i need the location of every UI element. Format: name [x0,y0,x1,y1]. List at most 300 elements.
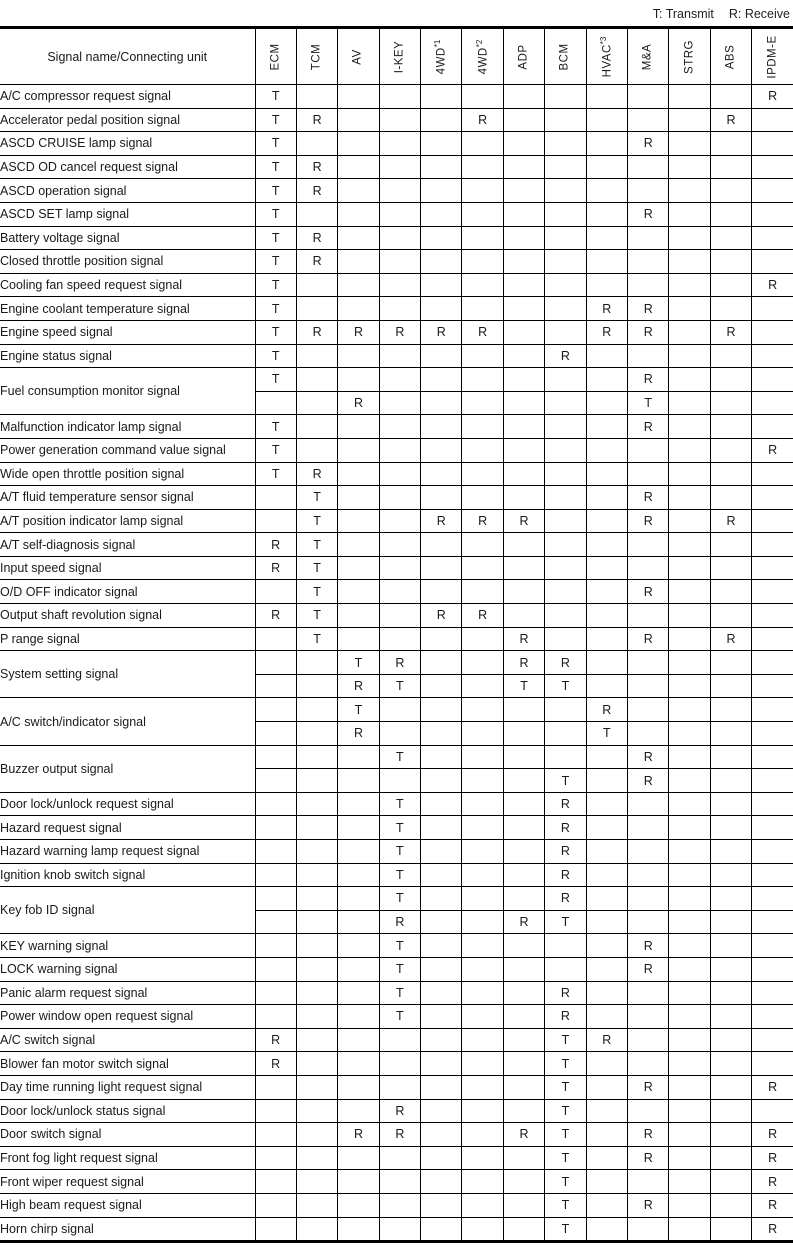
signal-name-cell: High beam request signal [0,1193,255,1217]
column-header-ecm [255,28,296,85]
signal-value-cell [710,179,751,203]
signal-value-cell [710,863,751,887]
signal-value-cell [503,415,544,439]
column-header-label: M&A [641,43,654,70]
signal-value-cell [379,85,420,109]
signal-value-cell [752,344,793,368]
table-row [0,580,793,604]
signal-name-cell: A/T self-diagnosis signal [0,533,255,557]
signal-value-cell [545,132,586,156]
signal-value-cell [379,462,420,486]
signal-value-cell [421,1052,462,1076]
signal-value-cell [586,792,627,816]
signal-value-cell [379,1217,420,1242]
signal-value-cell: R [462,108,503,132]
signal-value-cell [338,887,379,911]
signal-value-cell [669,1075,710,1099]
signal-value-cell [710,910,751,934]
table-row [0,1028,793,1052]
signal-value-cell: T [379,981,420,1005]
signal-value-cell: R [545,792,586,816]
signal-value-cell: R [752,273,793,297]
signal-value-cell [503,722,544,746]
signal-value-cell [379,391,420,415]
signal-value-cell: T [545,674,586,698]
signal-value-cell [628,179,669,203]
table-row [0,863,793,887]
signal-value-cell [710,1052,751,1076]
signal-value-cell [710,297,751,321]
signal-value-cell [710,1005,751,1029]
signal-value-cell: T [379,957,420,981]
signal-value-cell [338,1028,379,1052]
signal-value-cell [545,509,586,533]
signal-name-cell: Front fog light request signal [0,1146,255,1170]
signal-value-cell [586,1146,627,1170]
signal-value-cell: R [545,1005,586,1029]
signal-value-cell [752,651,793,675]
signal-value-cell: T [255,85,296,109]
signal-value-cell [752,957,793,981]
signal-value-cell: R [255,1028,296,1052]
signal-value-cell: R [296,250,337,274]
signal-value-cell [462,486,503,510]
signal-value-cell: T [338,651,379,675]
signal-value-cell [669,415,710,439]
signal-value-cell [255,674,296,698]
signal-value-cell [338,957,379,981]
signal-value-cell [586,391,627,415]
signal-value-cell: R [379,651,420,675]
signal-value-cell [503,1005,544,1029]
signal-value-cell [503,368,544,392]
signal-value-cell [462,745,503,769]
signal-value-cell [628,674,669,698]
signal-value-cell [628,1005,669,1029]
signal-value-cell [710,1146,751,1170]
signal-value-cell [462,580,503,604]
signal-name-cell: Battery voltage signal [0,226,255,250]
signal-value-cell [752,226,793,250]
signal-value-cell [296,1123,337,1147]
signal-value-cell: R [710,627,751,651]
signal-value-cell [752,486,793,510]
signal-value-cell [255,863,296,887]
signal-value-cell [421,486,462,510]
signal-value-cell [296,368,337,392]
signal-value-cell: T [379,840,420,864]
signal-value-cell [503,462,544,486]
signal-value-cell [586,226,627,250]
signal-value-cell [752,981,793,1005]
signal-value-cell [338,745,379,769]
signal-value-cell [503,438,544,462]
signal-value-cell [296,202,337,226]
signal-value-cell [545,580,586,604]
signal-value-cell [752,202,793,226]
signal-value-cell [255,580,296,604]
signal-value-cell [669,509,710,533]
signal-value-cell [752,132,793,156]
signal-value-cell [462,863,503,887]
signal-value-cell: R [296,155,337,179]
signal-value-cell [296,1170,337,1194]
signal-value-cell [752,887,793,911]
signal-value-cell [379,1193,420,1217]
signal-value-cell [462,250,503,274]
signal-name-cell: Blower fan motor switch signal [0,1052,255,1076]
signal-value-cell [545,556,586,580]
signal-value-cell [503,344,544,368]
signal-value-cell [255,981,296,1005]
signal-value-cell: T [545,1099,586,1123]
signal-name-cell: Wide open throttle position signal [0,462,255,486]
signal-value-cell [710,651,751,675]
signal-value-cell: R [628,202,669,226]
signal-value-cell [586,368,627,392]
signal-value-cell [669,934,710,958]
signal-value-cell [669,391,710,415]
signal-value-cell [669,297,710,321]
signal-value-cell: T [545,1052,586,1076]
signal-value-cell [462,674,503,698]
signal-value-cell: T [296,580,337,604]
signal-value-cell [462,391,503,415]
signal-value-cell [545,273,586,297]
signal-value-cell [338,344,379,368]
signal-value-cell: T [545,1193,586,1217]
signal-value-cell: R [462,604,503,628]
signal-value-cell [628,250,669,274]
signal-value-cell [710,202,751,226]
signal-value-cell [710,957,751,981]
signal-name-cell: O/D OFF indicator signal [0,580,255,604]
signal-value-cell [669,981,710,1005]
signal-value-cell [296,391,337,415]
signal-value-cell [338,792,379,816]
signal-value-cell [338,1099,379,1123]
signal-value-cell [710,722,751,746]
signal-value-cell [255,745,296,769]
signal-value-cell [586,132,627,156]
signal-value-cell: R [710,509,751,533]
signal-value-cell [710,745,751,769]
signal-value-cell [503,1146,544,1170]
signal-value-cell [710,415,751,439]
signal-value-cell: R [628,132,669,156]
table-row [0,320,793,344]
signal-value-cell [710,934,751,958]
signal-value-cell [586,509,627,533]
signal-value-cell [710,533,751,557]
signal-value-cell [752,250,793,274]
column-header-m-a [628,28,669,85]
signal-name-cell: A/C switch/indicator signal [0,698,255,745]
signal-value-cell [669,1170,710,1194]
signal-value-cell [586,179,627,203]
signal-value-cell: R [545,887,586,911]
signal-value-cell [503,1099,544,1123]
signal-value-cell [545,320,586,344]
signal-value-cell: R [628,415,669,439]
signal-name-cell: Power generation command value signal [0,438,255,462]
signal-value-cell: T [379,816,420,840]
signal-value-cell [628,792,669,816]
signal-value-cell [462,1170,503,1194]
signal-value-cell: T [255,462,296,486]
signal-value-cell [710,1123,751,1147]
signal-value-cell [669,556,710,580]
column-header-label: TCM [310,43,323,70]
signal-value-cell [421,745,462,769]
signal-value-cell [545,226,586,250]
signal-name-cell: Horn chirp signal [0,1217,255,1242]
signal-value-cell [379,155,420,179]
signal-value-cell [710,981,751,1005]
signal-value-cell [503,957,544,981]
signal-value-cell: T [255,108,296,132]
signal-value-cell: T [545,769,586,793]
signal-name-cell: Panic alarm request signal [0,981,255,1005]
signal-name-cell: Closed throttle position signal [0,250,255,274]
signal-value-cell [669,179,710,203]
signal-value-cell: R [379,1099,420,1123]
column-header-label: AV [351,48,364,65]
table-row [0,1123,793,1147]
column-header-label: HVAC$^{*3}$ [598,36,614,77]
signal-value-cell [421,226,462,250]
signal-name-cell: System setting signal [0,651,255,698]
signal-value-cell [710,250,751,274]
signal-value-cell [586,273,627,297]
signal-value-cell [338,604,379,628]
signal-value-cell: R [752,1170,793,1194]
signal-value-cell [462,179,503,203]
signal-value-cell: T [255,132,296,156]
signal-value-cell [628,556,669,580]
signal-value-cell [255,910,296,934]
signal-value-cell [379,556,420,580]
signal-value-cell [545,155,586,179]
signal-value-cell [669,462,710,486]
signal-name-cell: ASCD CRUISE lamp signal [0,132,255,156]
signal-value-cell [421,1075,462,1099]
signal-value-cell: R [586,320,627,344]
signal-value-cell [462,910,503,934]
signal-value-cell: R [503,1123,544,1147]
signal-value-cell [710,486,751,510]
signal-value-cell [752,792,793,816]
signal-value-cell [255,698,296,722]
signal-value-cell [710,273,751,297]
signal-value-cell [421,391,462,415]
signal-value-cell [669,1028,710,1052]
signal-value-cell [710,816,751,840]
signal-value-cell [503,840,544,864]
signal-value-cell [338,981,379,1005]
signal-value-cell [503,887,544,911]
table-row [0,438,793,462]
signal-value-cell: T [545,910,586,934]
signal-value-cell [462,132,503,156]
signal-value-cell [752,840,793,864]
signal-name-cell: Key fob ID signal [0,887,255,934]
column-header-label: I-KEY [393,40,406,73]
signal-value-cell [338,934,379,958]
signal-value-cell [752,415,793,439]
signal-value-cell [338,438,379,462]
signal-value-cell [628,85,669,109]
signal-value-cell [421,297,462,321]
signal-value-cell [338,627,379,651]
signal-name-cell: Engine coolant temperature signal [0,297,255,321]
signal-value-cell [586,745,627,769]
column-header-strg [669,28,710,85]
signal-value-cell [669,273,710,297]
signal-value-cell [710,1099,751,1123]
table-row [0,1217,793,1242]
signal-value-cell [338,1075,379,1099]
signal-value-cell [545,179,586,203]
signal-value-cell: R [462,320,503,344]
signal-value-cell [669,250,710,274]
signal-value-cell: T [255,226,296,250]
table-row [0,651,793,675]
signal-value-cell: R [586,698,627,722]
signal-value-cell [710,1028,751,1052]
signal-value-cell [628,1028,669,1052]
table-row [0,368,793,392]
signal-value-cell [255,816,296,840]
signal-value-cell [710,769,751,793]
signal-value-cell [462,816,503,840]
signal-value-cell [338,509,379,533]
signal-value-cell [421,769,462,793]
signal-value-cell: R [338,391,379,415]
signal-value-cell: T [379,674,420,698]
signal-value-cell [710,674,751,698]
signal-value-cell [545,745,586,769]
signal-value-cell [586,1193,627,1217]
signal-value-cell [379,1170,420,1194]
signal-value-cell [628,1052,669,1076]
signal-value-cell: R [752,1146,793,1170]
signal-value-cell [669,745,710,769]
table-row [0,1075,793,1099]
signal-name-cell: P range signal [0,627,255,651]
signal-value-cell [503,179,544,203]
signal-value-cell [752,1005,793,1029]
signal-value-cell [752,863,793,887]
signal-value-cell [710,792,751,816]
signal-value-cell [586,556,627,580]
signal-value-cell [255,391,296,415]
signal-value-cell [669,438,710,462]
signal-name-cell: Buzzer output signal [0,745,255,792]
signal-value-cell [255,1146,296,1170]
signal-value-cell: R [752,438,793,462]
signal-value-cell: R [503,910,544,934]
signal-value-cell [710,840,751,864]
table-row [0,462,793,486]
signal-name-cell: Door lock/unlock request signal [0,792,255,816]
signal-value-cell [503,816,544,840]
signal-value-cell [545,604,586,628]
signal-value-cell [503,604,544,628]
signal-value-cell [379,179,420,203]
signal-value-cell [503,1170,544,1194]
signal-value-cell: R [296,108,337,132]
signal-value-cell [379,1146,420,1170]
signal-value-cell [586,674,627,698]
signal-value-cell [462,202,503,226]
signal-value-cell [421,627,462,651]
signal-value-cell: T [503,674,544,698]
signal-value-cell [669,1123,710,1147]
signal-value-cell [338,85,379,109]
signal-value-cell [586,1123,627,1147]
signal-value-cell [462,1005,503,1029]
signal-value-cell [586,1075,627,1099]
signal-value-cell [296,745,337,769]
signal-value-cell [628,910,669,934]
signal-value-cell [338,1193,379,1217]
signal-value-cell: R [752,1193,793,1217]
signal-value-cell [710,391,751,415]
signal-value-cell [379,250,420,274]
signal-value-cell [421,887,462,911]
signal-value-cell [503,226,544,250]
signal-value-cell [462,934,503,958]
table-row [0,297,793,321]
signal-value-cell [462,981,503,1005]
signal-value-cell [669,887,710,911]
signal-value-cell [710,1170,751,1194]
signal-value-cell [669,651,710,675]
signal-value-cell: T [379,887,420,911]
signal-value-cell [503,320,544,344]
table-row [0,344,793,368]
signal-value-cell [586,438,627,462]
signal-value-cell: T [545,1075,586,1099]
signal-value-cell [586,486,627,510]
signal-value-cell [338,368,379,392]
signal-value-cell: T [255,202,296,226]
signal-value-cell [421,1028,462,1052]
signal-value-cell: T [545,1123,586,1147]
signal-value-cell [669,910,710,934]
signal-value-cell [586,155,627,179]
signal-value-cell [379,226,420,250]
signal-name-cell: Cooling fan speed request signal [0,273,255,297]
column-header-tcm [296,28,337,85]
signal-value-cell [669,368,710,392]
signal-value-cell [628,887,669,911]
signal-value-cell [710,1075,751,1099]
signal-value-cell [421,863,462,887]
signal-value-cell [421,368,462,392]
signal-value-cell [586,1217,627,1242]
signal-value-cell [296,344,337,368]
table-row [0,816,793,840]
signal-value-cell [296,934,337,958]
signal-value-cell [503,1217,544,1242]
signal-value-cell [421,273,462,297]
signal-value-cell: T [545,1028,586,1052]
signal-value-cell [669,816,710,840]
signal-value-cell [296,1217,337,1242]
signal-value-cell: T [379,745,420,769]
